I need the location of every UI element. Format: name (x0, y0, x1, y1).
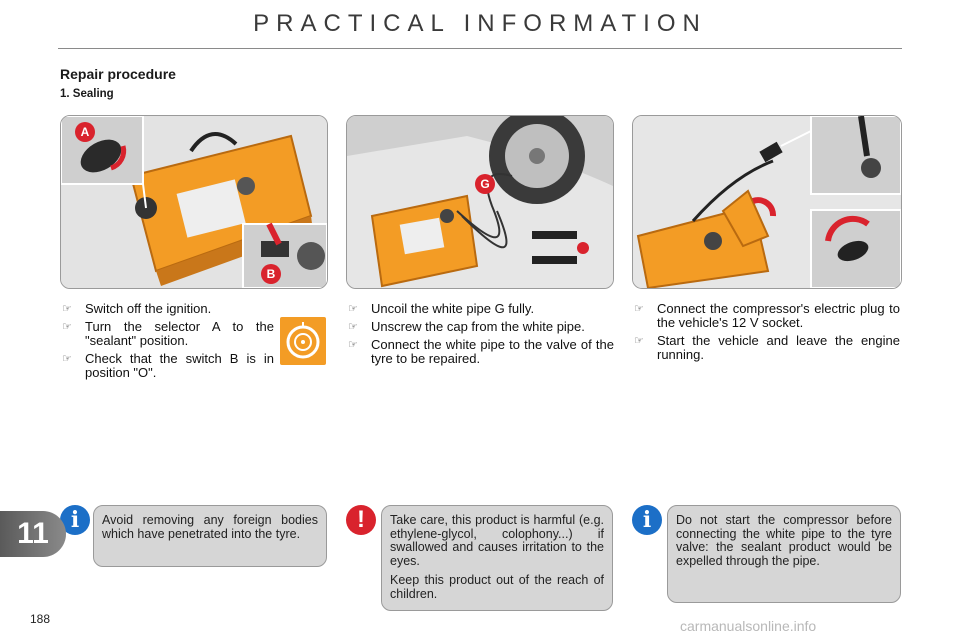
callout-g-icon: G (475, 174, 495, 194)
note-text: Avoid removing any foreign bodies which have penetrated into the tyre. (102, 513, 318, 541)
illustration-12v-socket (632, 115, 902, 289)
page-title: PRACTICAL INFORMATION (253, 10, 707, 37)
list-item: ☞ Switch off the ignition. (62, 301, 212, 316)
info-icon: i (632, 505, 662, 535)
hand-pointer-icon: ☞ (62, 353, 72, 365)
hand-pointer-icon: ☞ (634, 335, 644, 347)
note-text: Do not start the compressor before connecting the white pipe to the tyre valve: the sealant product would be expelled through the pipe. (676, 513, 892, 568)
watermark: carmanualsonline.info (680, 618, 817, 634)
steps-column-2 (348, 302, 614, 370)
hand-pointer-icon: ☞ (62, 303, 72, 315)
note-foreign-bodies (93, 505, 327, 567)
hand-pointer-icon: ☞ (62, 321, 72, 333)
hand-pointer-icon: ☞ (348, 303, 358, 315)
list-item: ☞ Turn the selector A to the "sealant" position. (62, 319, 274, 348)
note-text: Take care, this product is harmful (e.g. ethylene-glycol, colophony...) if swallowed and causes irritation to the eyes. (390, 513, 604, 568)
warning-icon: ! (346, 505, 376, 535)
list-item: ☞ Start the vehicle and leave the engine running. (634, 333, 900, 362)
callout-b-icon: B (261, 264, 281, 284)
hand-pointer-icon: ☞ (634, 303, 644, 315)
section-title: Repair procedure (60, 66, 176, 82)
list-item: ☞ Connect the white pipe to the valve of the tyre to be repaired. (348, 337, 614, 366)
steps-column-1 (62, 302, 274, 384)
header-divider (58, 48, 902, 49)
note-compressor-start (667, 505, 901, 603)
page-number: 188 (30, 612, 51, 626)
list-item: ☞ Connect the compressor's electric plug to the vehicle's 12 V socket. (634, 301, 900, 330)
chapter-tab: 11 (0, 511, 66, 557)
sealant-selector-icon (280, 317, 326, 365)
note-harmful-product (381, 505, 613, 611)
callout-a-icon: A (75, 122, 95, 142)
hand-pointer-icon: ☞ (348, 339, 358, 351)
illustration-white-pipe (346, 115, 614, 289)
list-item: ☞ Unscrew the cap from the white pipe. (348, 319, 585, 334)
note-text: Keep this product out of the reach of children. (390, 573, 604, 601)
list-item: ☞ Uncoil the white pipe G fully. (348, 301, 535, 316)
steps-column-3 (634, 302, 900, 366)
hand-pointer-icon: ☞ (348, 321, 358, 333)
info-icon: i (60, 505, 90, 535)
section-subtitle: 1. Sealing (60, 88, 114, 100)
illustration-compressor-selector (60, 115, 328, 289)
list-item: ☞ Check that the switch B is in position "O". (62, 351, 274, 380)
